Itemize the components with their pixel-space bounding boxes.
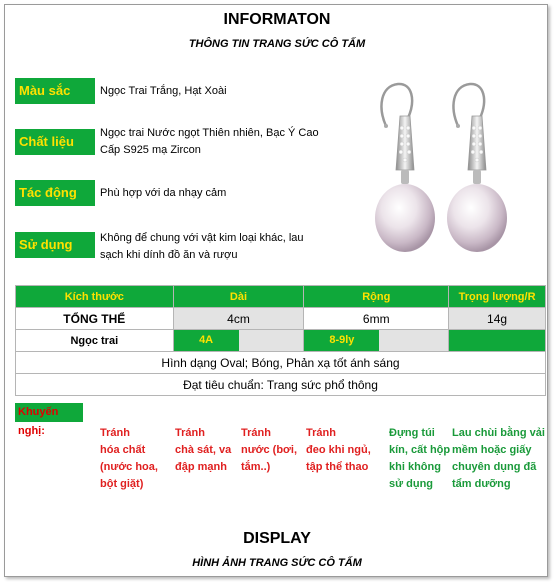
usage-label: Sử dụng bbox=[15, 232, 95, 258]
header-weight: Trọng lượng/R bbox=[449, 286, 546, 308]
overall-length: 4cm bbox=[173, 308, 304, 330]
effect-value: Phù hợp với da nhạy cảm bbox=[100, 187, 227, 199]
page-subtitle: THÔNG TIN TRANG SỨC CÔ TẤM bbox=[188, 38, 366, 50]
material-value: Ngọc trai Nước ngọt Thiên nhiên, Bạc Ý Cao Cấp S925 mạ Zircon bbox=[100, 127, 319, 156]
pearl-weight bbox=[449, 330, 546, 352]
display-subtitle: HÌNH ẢNH TRANG SỨC CÔ TẤM bbox=[192, 557, 362, 569]
rec-impact: Tránh chà sát, va đập mạnh bbox=[175, 427, 232, 473]
overall-row bbox=[16, 308, 546, 330]
left-earring bbox=[375, 84, 435, 252]
color-label: Màu sắc bbox=[15, 78, 95, 104]
recommendation-label: Khuyến nghị: bbox=[15, 403, 83, 422]
color-value: Ngọc Trai Trắng, Hạt Xoài bbox=[100, 85, 227, 97]
effect-label: Tác động bbox=[15, 180, 95, 206]
overall-weight: 14g bbox=[449, 308, 546, 330]
rec-sleep-sport: Tránh đeo khi ngủ, tập thể thao bbox=[306, 427, 371, 473]
rec-chemicals: Tránh hóa chất (nước hoa, bột giặt) bbox=[100, 427, 158, 490]
header-width: Rộng bbox=[304, 286, 449, 308]
page-title: INFORMATON bbox=[223, 11, 331, 28]
overall-width: 6mm bbox=[304, 308, 449, 330]
standard-row bbox=[16, 374, 546, 396]
rec-cleaning: Lau chùi bằng vải mềm hoặc giấy chuyên dụng đã tẩm dưỡng bbox=[452, 427, 545, 490]
pearl-label: Ngọc trai bbox=[16, 330, 174, 352]
shape-row bbox=[16, 352, 546, 374]
pearl-earrings-image bbox=[358, 78, 528, 274]
pearl-length-cell bbox=[173, 330, 304, 352]
pearl-width-spacer bbox=[379, 330, 448, 351]
shape-text: Hình dạng Oval; Bóng, Phản xạ tốt ánh sáng bbox=[16, 352, 546, 374]
pearl-width: 8-9ly bbox=[304, 330, 379, 351]
header-length: Dài bbox=[173, 286, 304, 308]
usage-value: Không để chung với vật kim loại khác, lau sạch khi dính đồ ăn và rượu bbox=[100, 232, 304, 261]
header-size: Kích thước bbox=[16, 286, 174, 308]
standard-text: Đạt tiêu chuẩn: Trang sức phổ thông bbox=[16, 374, 546, 396]
pearl-length-spacer bbox=[239, 330, 304, 351]
spec-header-row bbox=[16, 286, 546, 308]
pearl-row bbox=[16, 330, 546, 352]
right-earring bbox=[447, 84, 507, 252]
rec-storage: Đựng túi kín, cất hộp khi không sử dụng bbox=[389, 427, 451, 490]
display-title: DISPLAY bbox=[243, 530, 311, 547]
rec-water: Tránh nước (bơi, tắm..) bbox=[241, 427, 297, 473]
pearl-width-cell bbox=[304, 330, 449, 352]
overall-label: TỔNG THỂ bbox=[16, 308, 174, 330]
material-label: Chất liệu bbox=[15, 129, 95, 155]
pearl-length: 4A bbox=[174, 330, 239, 351]
spec-table bbox=[15, 285, 546, 396]
